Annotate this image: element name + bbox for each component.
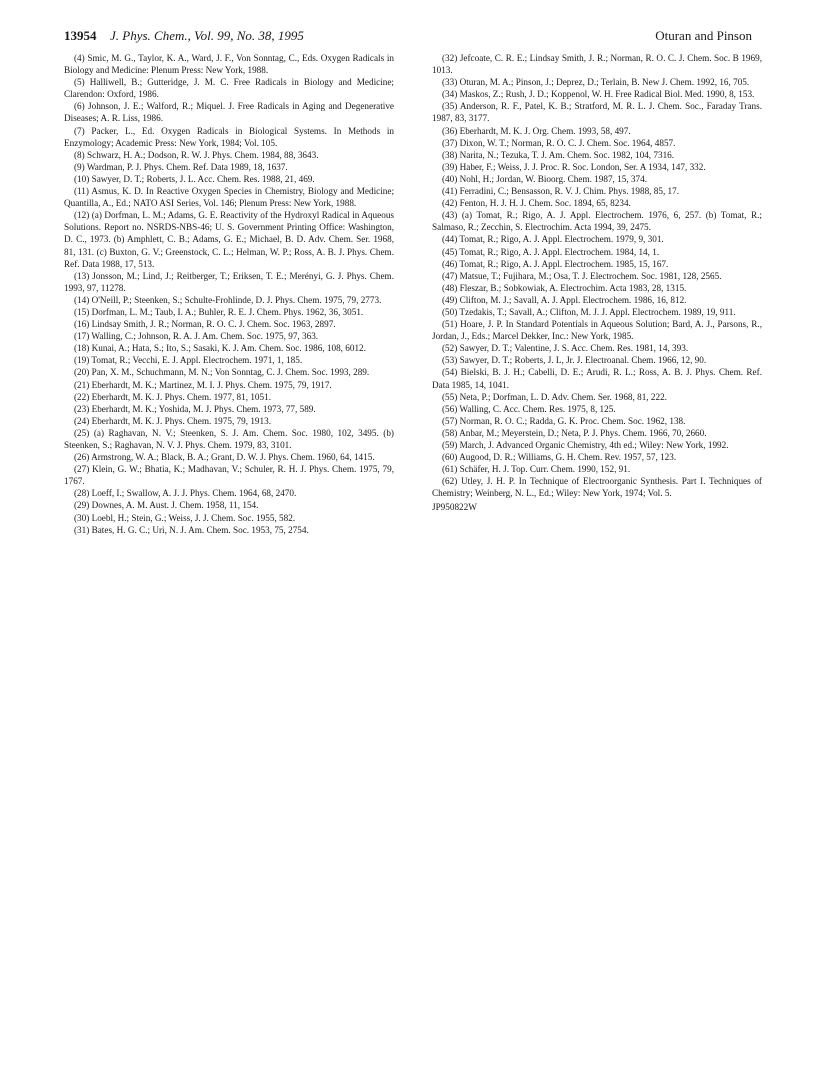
reference: (35) Anderson, R. F., Patel, K. B.; Stratford, M. R. L. J. Chem. Soc., Faraday Trans. 1987, 83, 3177. [432, 101, 762, 124]
reference: (62) Utley, J. H. P. In Technique of Electroorganic Synthesis. Part I. Techniques of Chemistry; Weinberg, N. L., Ed.; Wiley: New York, 1974; Vol. 5. [432, 476, 762, 499]
reference: (14) O'Neill, P.; Steenken, S.; Schulte-Frohlinde, D. J. Phys. Chem. 1975, 79, 2773. [74, 294, 382, 305]
reference: (29) Downes, A. M. Aust. J. Chem. 1958, 11, 154. [74, 500, 259, 511]
reference: (36) Eberhardt, M. K. J. Org. Chem. 1993, 58, 497. [442, 125, 631, 136]
reference: (39) Haber, F.; Weiss, J. J. Proc. R. Soc. London, Ser. A 1934, 147, 332. [442, 161, 706, 172]
reference: (51) Hoare, J. P. In Standard Potentials in Aqueous Solution; Bard, A. J., Parsons, R., Jordan, J., Eds.; Marcel Dekker, Inc.: New York, 1985. [432, 319, 762, 342]
reference: (53) Sawyer, D. T.; Roberts, J. L, Jr. J. Electroanal. Chem. 1966, 12, 90. [442, 355, 707, 366]
reference: (38) Narita, N.; Tezuka, T. J. Am. Chem. Soc. 1982, 104, 7316. [442, 149, 675, 160]
reference: (42) Fenton, H. J. H. J. Chem. Soc. 1894, 65, 8234. [442, 198, 631, 209]
reference: (8) Schwarz, H. A.; Dodson, R. W. J. Phys. Chem. 1984, 88, 3643. [74, 149, 319, 160]
reference: (61) Schäfer, H. J. Top. Curr. Chem. 1990, 152, 91. [442, 464, 631, 475]
reference: (11) Asmus, K. D. In Reactive Oxygen Species in Chemistry, Biology and Medicine; Quantilla, A., Ed.; NATO ASI Series, Vol. 146; Plenum Press: New York, 1988. [64, 186, 394, 209]
reference: (40) Nohl, H.; Jordan, W. Bioorg. Chem. 1987, 15, 374. [442, 173, 648, 184]
journal-citation: J. Phys. Chem., Vol. 99, No. 38, 1995 [110, 28, 304, 43]
reference: (21) Eberhardt, M. K.; Martinez, M. I. J. Phys. Chem. 1975, 79, 1917. [74, 379, 332, 390]
reference: (56) Walling, C. Acc. Chem. Res. 1975, 8, 125. [442, 403, 616, 414]
reference: (52) Sawyer, D. T.; Valentine, J. S. Acc. Chem. Res. 1981, 14, 393. [442, 343, 689, 354]
reference: (20) Pan, X. M., Schuchmann, M. N.; Von Sonntag, C. J. Chem. Soc. 1993, 289. [74, 367, 370, 378]
reference: (47) Matsue, T.; Fujihara, M.; Osa, T. J. Electrochem. Soc. 1981, 128, 2565. [442, 270, 722, 281]
references-right-column [432, 52, 762, 514]
reference: (9) Wardman, P. J. Phys. Chem. Ref. Data 1989, 18, 1637. [74, 161, 288, 172]
reference: (7) Packer, L., Ed. Oxygen Radicals in Biological Systems. In Methods in Enzymology; Academic Press: New York, 1984; Vol. 105. [64, 125, 394, 148]
reference: (18) Kunai, A.; Hata, S.; Ito, S.; Sasaki, K. J. Am. Chem. Soc. 1986, 108, 6012. [74, 343, 366, 354]
reference: (33) Oturan, M. A.; Pinson, J.; Deprez, D.; Terlain, B. New J. Chem. 1992, 16, 705. [442, 77, 750, 88]
reference: (60) Augood, D. R.; Williams, G. H. Chem. Rev. 1957, 57, 123. [442, 452, 677, 463]
reference: (34) Maskos, Z.; Rush, J. D.; Koppenol, W. H. Free Radical Biol. Med. 1990, 8, 153. [442, 89, 755, 100]
reference: (24) Eberhardt, M. K. J. Phys. Chem. 1975, 79, 1913. [74, 415, 272, 426]
reference: (23) Eberhardt, M. K.; Yoshida, M. J. Phys. Chem. 1973, 77, 589. [74, 403, 316, 414]
reference: (37) Dixon, W. T.; Norman, R. O. C. J. Chem. Soc. 1964, 4857. [442, 137, 676, 148]
reference: (25) (a) Raghavan, N. V.; Steenken, S. J. Am. Chem. Soc. 1980, 102, 3495. (b) Steenken, S.; Raghavan, N. V. J. Phys. Chem. 1979, 83, 3101. [64, 427, 394, 450]
reference: (15) Dorfman, L. M.; Taub, I. A.; Buhler, R. E. J. Chem. Phys. 1962, 36, 3051. [74, 306, 364, 317]
reference: (5) Halliwell, B.; Gutteridge, J. M. C. Free Radicals in Biology and Medicine; Clarendon: Oxford, 1986. [64, 77, 394, 100]
running-authors: Oturan and Pinson [655, 28, 752, 43]
reference: (30) Loebl, H.; Stein, G.; Weiss, J. J. Chem. Soc. 1955, 582. [74, 512, 296, 523]
reference: (43) (a) Tomat, R.; Rigo, A. J. Appl. Electrochem. 1976, 6, 257. (b) Tomat, R.; Salmaso, R.; Zecchin, S. Electrochim. Acta 1994, 39, 2475. [432, 210, 762, 233]
page-number: 13954 [64, 28, 97, 43]
reference: (41) Ferradini, C.; Bensasson, R. V. J. Chim. Phys. 1988, 85, 17. [442, 186, 680, 197]
reference: (10) Sawyer, D. T.; Roberts, J. L. Acc. Chem. Res. 1988, 21, 469. [74, 173, 315, 184]
reference: (19) Tomat, R.; Vecchi, E. J. Appl. Electrochem. 1971, 1, 185. [74, 355, 303, 366]
reference: (27) Klein, G. W.; Bhatia, K.; Madhavan, V.; Schuler, R. H. J. Phys. Chem. 1975, 79, 1767. [64, 464, 394, 487]
reference: (55) Neta, P.; Dorfman, L. D. Adv. Chem. Ser. 1968, 81, 222. [442, 391, 667, 402]
reference: (58) Anbar, M.; Meyerstein, D.; Neta, P. J. Phys. Chem. 1966, 70, 2660. [442, 427, 707, 438]
reference: (28) Loeff, I.; Swallow, A. J. J. Phys. Chem. 1964, 68, 2470. [74, 488, 297, 499]
reference: (46) Tomat, R.; Rigo, A. J. Appl. Electrochem. 1985, 15, 167. [442, 258, 669, 269]
reference: (17) Walling, C.; Johnson, R. A. J. Am. Chem. Soc. 1975, 97, 363. [74, 331, 319, 342]
reference: (4) Smic, M. G., Taylor, K. A., Ward, J. F., Von Sonntag, C., Eds. Oxygen Radicals in Biology and Medicine: Plenum Press: New York, 1988. [64, 53, 394, 76]
reference: (57) Norman, R. O. C.; Radda, G. K. Proc. Chem. Soc. 1962, 138. [442, 415, 686, 426]
reference: (26) Armstrong, W. A.; Black, B. A.; Grant, D. W. J. Phys. Chem. 1960, 64, 1415. [74, 452, 375, 463]
reference: (22) Eberhardt, M. K. J. Phys. Chem. 1977, 81, 1051. [74, 391, 272, 402]
reference: (31) Bates, H. G. C.; Uri, N. J. Am. Chem. Soc. 1953, 75, 2754. [74, 524, 309, 535]
page-header [64, 28, 752, 46]
reference: (54) Bielski, B. J. H.; Cabelli, D. E.; Arudi, R. L.; Ross, A. B. J. Phys. Chem. Ref. Data 1985, 14, 1041. [432, 367, 762, 390]
reference: (13) Jonsson, M.; Lind, J.; Reitberger, T.; Eriksen, T. E.; Merényi, G. J. Phys. Chem. 1993, 97, 11278. [64, 270, 394, 293]
reference: (48) Fleszar, B.; Sobkowiak, A. Electrochim. Acta 1983, 28, 1315. [442, 282, 687, 293]
reference: (45) Tomat, R.; Rigo, A. J. Appl. Electrochem. 1984, 14, 1. [442, 246, 660, 257]
reference: (50) Tzedakis, T.; Savall, A.; Clifton, M. J. J. Appl. Electrochem. 1989, 19, 911. [442, 306, 736, 317]
references-left-column [64, 52, 394, 536]
reference: (32) Jefcoate, C. R. E.; Lindsay Smith, J. R.; Norman, R. O. C. J. Chem. Soc. B 1969, 1013. [432, 53, 762, 76]
reference: (12) (a) Dorfman, L. M.; Adams, G. E. Reactivity of the Hydroxyl Radical in Aqueous Solutions. Report no. NSRDS-NBS-46; U. S. Government Printing Office: Washington, D. C., 1973. (b) Amphlett, C. B.; Adams, G. E.; Michael, B. D. Adv. Chem. Ser. 1968, 81, 131. (c) Buxton, G. V.; Greenstock, C. L.; Helman, W. P.; Ross, A. B. J. Phys. Chem. Ref. Data 1988, 17, 513. [64, 210, 394, 269]
reference: (6) Johnson, J. E.; Walford, R.; Miquel. J. Free Radicals in Aging and Degenerative Diseases; A. R. Liss, 1986. [64, 101, 394, 124]
document-id: JP950822W [432, 502, 477, 513]
reference: (44) Tomat, R.; Rigo, A. J. Appl. Electrochem. 1979, 9, 301. [442, 234, 664, 245]
reference: (49) Clifton, M. J.; Savall, A. J. Appl. Electrochem. 1986, 16, 812. [442, 294, 687, 305]
reference: (16) Lindsay Smith, J. R.; Norman, R. O. C. J. Chem. Soc. 1963, 2897. [74, 319, 336, 330]
reference: (59) March, J. Advanced Organic Chemistry, 4th ed.; Wiley: New York, 1992. [442, 440, 729, 450]
